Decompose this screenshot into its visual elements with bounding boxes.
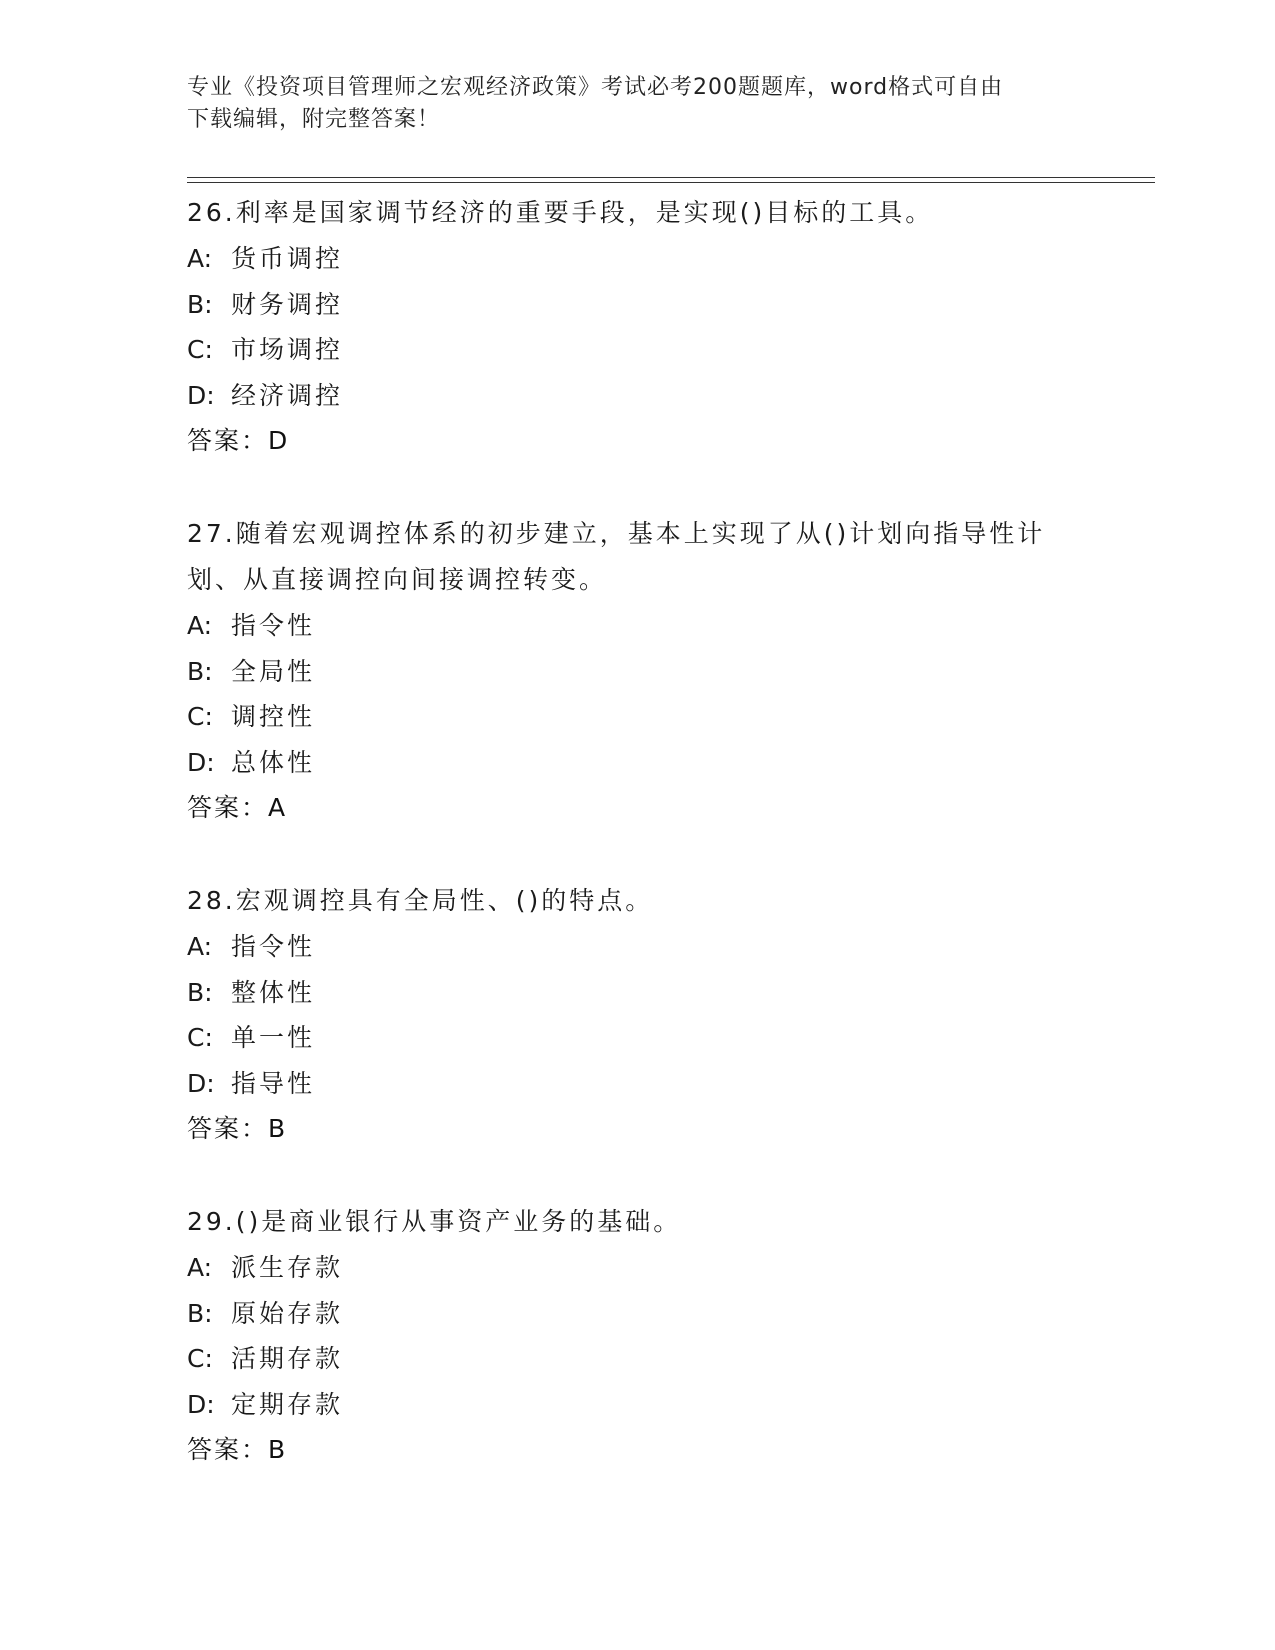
option-c (187, 1336, 1087, 1382)
answer-line (187, 1106, 1087, 1152)
option-text: 全局性 (231, 656, 316, 686)
option-letter: A: (187, 1253, 213, 1282)
option-letter: B: (187, 656, 213, 686)
option-d (187, 1382, 1087, 1428)
option-text: 单一性 (231, 1023, 316, 1052)
header-divider-top (187, 177, 1155, 178)
answer-line (187, 785, 1087, 831)
header-divider-bottom (187, 182, 1155, 183)
option-letter: C: (187, 1023, 213, 1052)
option-text: 调控性 (231, 702, 316, 731)
question-stem: 28.宏观调控具有全局性、()的特点。 (187, 886, 654, 915)
option-letter: D: (187, 1068, 215, 1098)
question-stem: 27.随着宏观调控体系的初步建立，基本上实现了从()计划向指导性计划、从直接调控向间接调控转变。 (187, 519, 1046, 594)
question-stem: 29.()是商业银行从事资产业务的基础。 (187, 1207, 682, 1236)
question-27 (187, 511, 1087, 831)
option-letter: C: (187, 702, 213, 731)
option-text: 指导性 (231, 1068, 316, 1098)
option-letter: D: (187, 747, 215, 777)
option-c (187, 1015, 1087, 1061)
answer-label: 答案： (187, 1435, 269, 1464)
option-b (187, 1291, 1087, 1337)
option-b (187, 970, 1087, 1016)
answer-value: B (268, 1114, 287, 1143)
option-text: 活期存款 (231, 1344, 344, 1373)
option-text: 原始存款 (231, 1298, 344, 1328)
option-d (187, 1061, 1087, 1107)
option-text: 财务调控 (231, 289, 344, 319)
answer-label: 答案： (187, 1114, 269, 1143)
option-d (187, 740, 1087, 786)
option-letter: B: (187, 289, 213, 319)
option-c (187, 694, 1087, 740)
option-letter: C: (187, 335, 213, 364)
option-letter: B: (187, 977, 213, 1007)
option-text: 指令性 (231, 611, 316, 640)
question-28 (187, 878, 1087, 1152)
option-text: 整体性 (231, 977, 316, 1007)
answer-value: B (268, 1435, 287, 1464)
answer-line (187, 418, 1087, 464)
option-letter: A: (187, 932, 213, 961)
answer-label: 答案： (187, 426, 269, 455)
option-text: 指令性 (231, 932, 316, 961)
answer-line (187, 1427, 1087, 1473)
option-letter: A: (187, 244, 213, 273)
question-list (187, 190, 1087, 1520)
option-letter: B: (187, 1298, 213, 1328)
option-text: 货币调控 (231, 244, 344, 273)
option-letter: D: (187, 380, 215, 410)
option-letter: A: (187, 611, 213, 640)
option-a (187, 236, 1087, 282)
header-line-1: 专业《投资项目管理师之宏观经济政策》考试必考200题题库，word格式可自由 (187, 75, 1004, 100)
header-line-2: 下载编辑，附完整答案！ (187, 107, 441, 132)
question-26 (187, 190, 1087, 464)
option-text: 定期存款 (231, 1389, 344, 1419)
answer-label: 答案： (187, 793, 269, 822)
option-b (187, 282, 1087, 328)
document-header (187, 72, 1067, 136)
option-text: 总体性 (231, 747, 316, 777)
answer-value: A (268, 793, 287, 822)
question-stem: 26.利率是国家调节经济的重要手段，是实现()目标的工具。 (187, 198, 934, 227)
option-a (187, 603, 1087, 649)
option-text: 派生存款 (231, 1253, 344, 1282)
option-text: 经济调控 (231, 380, 344, 410)
answer-value: D (268, 426, 289, 455)
option-letter: C: (187, 1344, 213, 1373)
option-letter: D: (187, 1389, 215, 1419)
option-a (187, 924, 1087, 970)
option-d (187, 373, 1087, 419)
question-29 (187, 1199, 1087, 1473)
option-c (187, 327, 1087, 373)
option-text: 市场调控 (231, 335, 344, 364)
option-b (187, 649, 1087, 695)
option-a (187, 1245, 1087, 1291)
